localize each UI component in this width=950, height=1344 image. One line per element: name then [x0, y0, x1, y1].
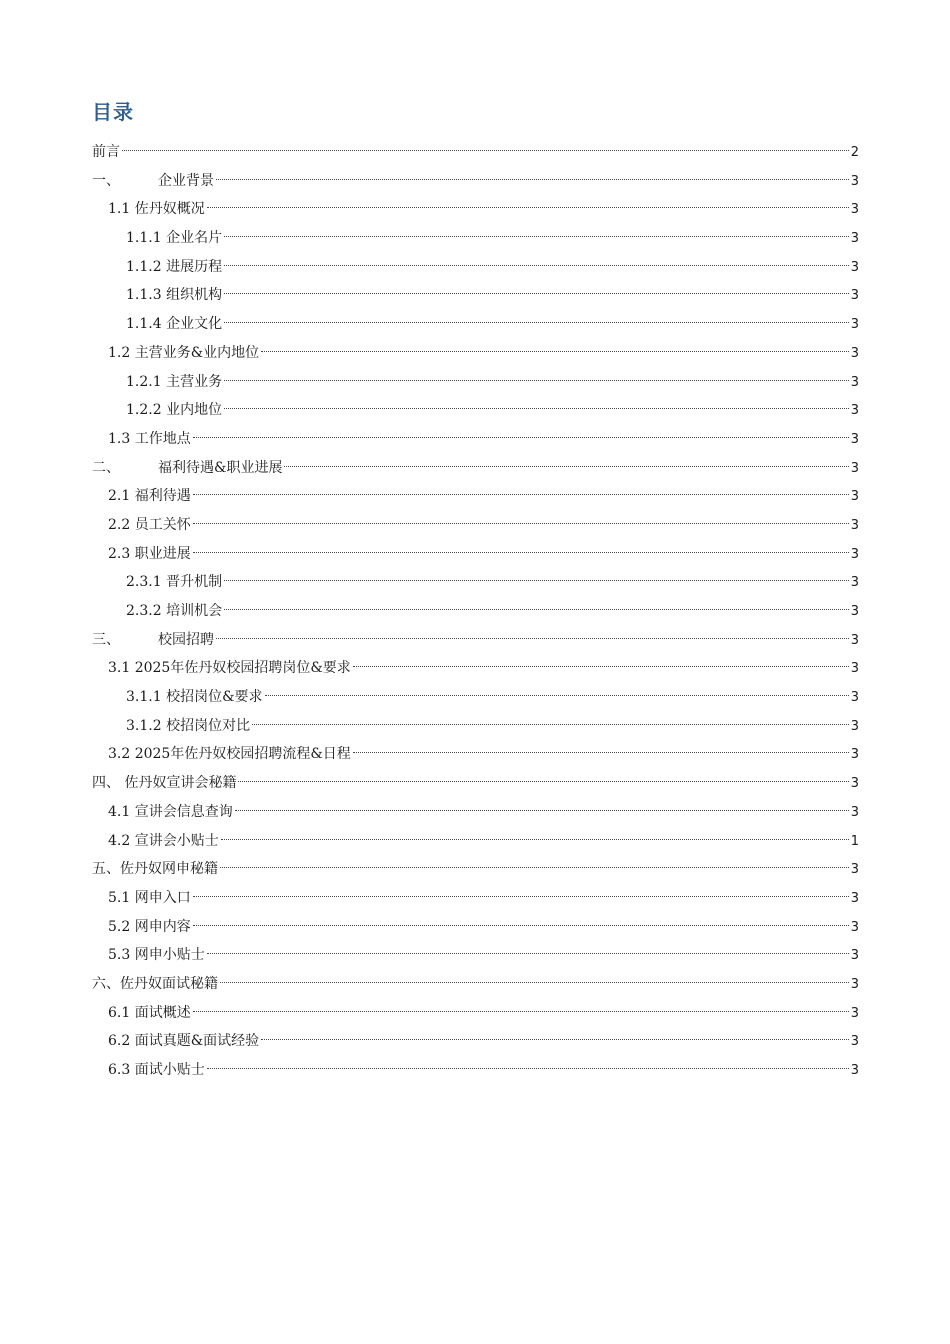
toc-entry-label: 2.3 职业进展 — [108, 545, 191, 562]
toc-entry-page-number: 3 — [850, 231, 859, 247]
toc-entry-number: 一、 — [92, 172, 120, 189]
toc-dot-leader — [220, 866, 849, 868]
toc-entry[interactable] — [92, 884, 859, 913]
toc-entry[interactable] — [92, 568, 859, 597]
toc-entry-label: 1.1.3 组织机构 — [126, 287, 223, 304]
toc-entry-page-number: 3 — [850, 317, 859, 333]
toc-entry-label: 1.1.2 进展历程 — [126, 258, 223, 275]
toc-entry-label: 4.2 宣讲会小贴士 — [108, 832, 219, 849]
toc-entry[interactable] — [92, 1027, 859, 1056]
toc-entry-page-number: 3 — [850, 747, 859, 763]
toc-entry-page-number: 3 — [850, 374, 859, 390]
toc-entry-page-number: 3 — [850, 575, 859, 591]
toc-entry-label: 6.1 面试概述 — [108, 1004, 191, 1021]
toc-entry[interactable] — [92, 511, 859, 540]
toc-entry[interactable] — [92, 740, 859, 769]
toc-entry[interactable] — [92, 482, 859, 511]
toc-entry-page-number: 3 — [850, 632, 859, 648]
toc-entry-label: 6.2 面试真题&面试经验 — [108, 1033, 260, 1050]
toc-entry[interactable] — [92, 1056, 859, 1085]
toc-dot-leader — [224, 264, 849, 266]
toc-entry-page-number: 3 — [850, 804, 859, 820]
toc-entry-label: 五、佐丹奴网申秘籍 — [92, 861, 218, 878]
toc-dot-leader — [261, 1038, 849, 1040]
toc-entry[interactable] — [92, 712, 859, 741]
toc-entry-label: 1.1.1 企业名片 — [126, 230, 223, 247]
toc-entry[interactable] — [92, 913, 859, 942]
toc-entry[interactable] — [92, 769, 859, 798]
toc-entry-label: 校园招聘 — [158, 631, 214, 648]
toc-dot-leader — [224, 292, 849, 294]
toc-entry-page-number: 3 — [850, 690, 859, 706]
toc-entry-number: 三、 — [92, 631, 120, 648]
toc-entry-page-number: 3 — [850, 489, 859, 505]
toc-entry-page-number: 3 — [850, 919, 859, 935]
toc-entry-label: 2.3.2 培训机会 — [126, 603, 223, 619]
toc-dot-leader — [193, 895, 849, 897]
toc-dot-leader — [353, 751, 849, 753]
toc-dot-leader — [284, 465, 848, 467]
toc-dot-leader — [224, 379, 849, 381]
toc-entry-label: 1.3 工作地点 — [108, 430, 191, 447]
toc-dot-leader — [216, 178, 849, 180]
toc-entry-label: 3.1.2 校招岗位对比 — [126, 717, 251, 734]
toc-entry-page-number: 3 — [850, 1063, 859, 1078]
toc-entry-page-number: 3 — [850, 202, 859, 218]
toc-entry-page-number: 3 — [850, 862, 859, 878]
toc-entry-label: 3.1 2025年佐丹奴校园招聘岗位&要求 — [108, 660, 351, 677]
toc-entry[interactable] — [92, 626, 859, 655]
toc-entry-label: 5.1 网申入口 — [108, 889, 191, 906]
toc-entry-page-number: 3 — [850, 890, 859, 906]
toc-entry-page-number: 3 — [850, 173, 859, 189]
toc-entry-page-number: 3 — [850, 604, 859, 619]
toc-entry-number: 二、 — [92, 459, 120, 476]
toc-entry-page-number: 3 — [850, 345, 859, 361]
toc-entry-label: 1.1.4 企业文化 — [126, 316, 223, 333]
toc-entry[interactable] — [92, 253, 859, 282]
toc-entry-label: 4.1 宣讲会信息查询 — [108, 803, 233, 820]
toc-dot-leader — [224, 579, 849, 581]
toc-entry-page-number: 3 — [850, 976, 859, 992]
toc-entry[interactable] — [92, 396, 859, 425]
toc-entry-label: 3.1.1 校招岗位&要求 — [126, 689, 263, 706]
toc-entry-label: 2.2 员工关怀 — [108, 516, 191, 533]
toc-dot-leader — [193, 436, 849, 438]
toc-entry-label: 福利待遇&职业进展 — [158, 459, 283, 476]
toc-entry[interactable] — [92, 999, 859, 1028]
toc-dot-leader — [252, 723, 849, 725]
toc-entry[interactable] — [92, 654, 859, 683]
toc-entry-page-number: 3 — [850, 718, 859, 734]
toc-entry-label: 2.3.1 晋升机制 — [126, 574, 223, 591]
toc-dot-leader — [224, 235, 849, 237]
toc-entry-page-number: 2 — [850, 145, 859, 160]
toc-dot-leader — [221, 838, 849, 840]
toc-entry[interactable] — [92, 167, 859, 196]
toc-entry[interactable] — [92, 855, 859, 884]
toc-list — [92, 138, 859, 1085]
toc-entry-label: 5.3 网申小贴士 — [108, 947, 205, 964]
toc-dot-leader — [224, 321, 849, 323]
toc-dot-leader — [265, 694, 849, 696]
toc-entry-page-number: 3 — [850, 776, 859, 792]
toc-entry-page-number: 3 — [850, 288, 859, 304]
toc-entry-page-number: 3 — [850, 1034, 859, 1050]
toc-entry-page-number: 3 — [850, 546, 859, 562]
toc-entry[interactable] — [92, 798, 859, 827]
toc-dot-leader — [220, 981, 849, 983]
toc-entry[interactable] — [92, 425, 859, 454]
toc-entry-page-number: 3 — [850, 431, 859, 447]
toc-dot-leader — [238, 780, 848, 782]
toc-entry-label: 1.2.1 主营业务 — [126, 373, 223, 390]
toc-dot-leader — [193, 522, 849, 524]
toc-dot-leader — [353, 665, 849, 667]
toc-entry[interactable] — [92, 540, 859, 569]
toc-dot-leader — [207, 206, 849, 208]
toc-dot-leader — [207, 952, 849, 954]
toc-entry[interactable] — [92, 454, 859, 483]
toc-entry-label: 六、佐丹奴面试秘籍 — [92, 975, 218, 992]
toc-entry-label: 3.2 2025年佐丹奴校园招聘流程&日程 — [108, 746, 351, 763]
toc-entry[interactable] — [92, 683, 859, 712]
toc-entry-page-number: 3 — [850, 517, 859, 533]
toc-entry-page-number: 3 — [850, 1005, 859, 1021]
toc-entry[interactable] — [92, 138, 859, 167]
toc-entry-page-number: 3 — [850, 948, 859, 964]
toc-dot-leader — [207, 1067, 849, 1069]
toc-entry-label: 1.1 佐丹奴概况 — [108, 201, 205, 218]
toc-dot-leader — [224, 608, 849, 610]
toc-dot-leader — [193, 551, 849, 553]
toc-entry[interactable] — [92, 970, 859, 999]
toc-dot-leader — [216, 637, 849, 639]
toc-entry-label: 2.1 福利待遇 — [108, 488, 191, 505]
toc-entry-label: 6.3 面试小贴士 — [108, 1062, 205, 1078]
toc-entry-label: 企业背景 — [158, 172, 214, 189]
toc-entry[interactable] — [92, 281, 859, 310]
toc-dot-leader — [235, 809, 849, 811]
toc-dot-leader — [193, 493, 849, 495]
toc-entry[interactable] — [92, 941, 859, 970]
toc-entry[interactable] — [92, 195, 859, 224]
toc-dot-leader — [224, 407, 849, 409]
toc-entry[interactable] — [92, 339, 859, 368]
toc-dot-leader — [193, 924, 849, 926]
toc-entry-page-number: 3 — [850, 661, 859, 677]
toc-entry-label: 1.2.2 业内地位 — [126, 402, 223, 419]
toc-dot-leader — [122, 149, 849, 151]
toc-entry-page-number: 3 — [850, 403, 859, 419]
toc-entry[interactable] — [92, 368, 859, 397]
toc-title: 目录 — [92, 100, 134, 124]
toc-dot-leader — [193, 1010, 849, 1012]
toc-entry-page-number: 3 — [850, 259, 859, 275]
toc-entry-label: 5.2 网申内容 — [108, 918, 191, 935]
toc-entry-page-number: 3 — [850, 460, 859, 476]
toc-entry-label: 四、 佐丹奴宣讲会秘籍 — [92, 775, 237, 792]
toc-entry[interactable] — [92, 597, 859, 626]
toc-entry[interactable] — [92, 827, 859, 856]
toc-entry[interactable] — [92, 310, 859, 339]
toc-entry[interactable] — [92, 224, 859, 253]
toc-entry-label: 1.2 主营业务&业内地位 — [108, 344, 260, 361]
toc-dot-leader — [261, 350, 849, 352]
toc-entry-label: 前言 — [92, 144, 120, 160]
toc-entry-page-number: 1 — [850, 833, 859, 849]
